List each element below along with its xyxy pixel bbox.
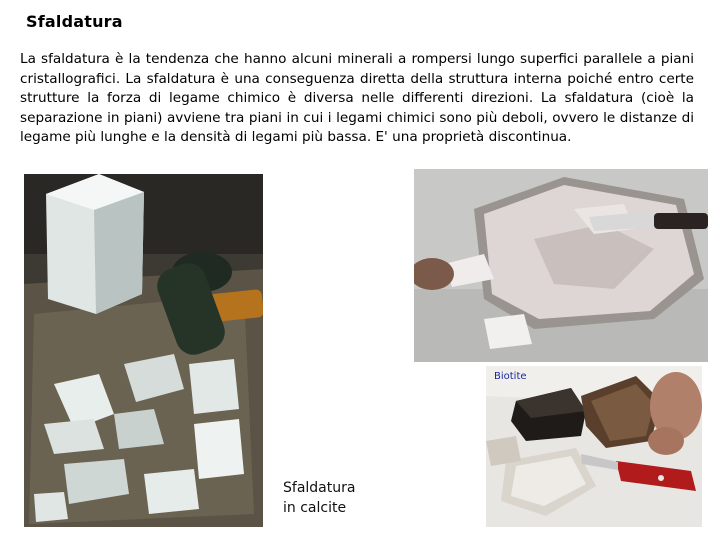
- calcite-caption-line-1: Sfaldatura: [283, 480, 356, 496]
- calcite-caption-line-2: in calcite: [283, 500, 347, 516]
- calcite-cleavage-photo: [24, 174, 263, 527]
- page-title: Sfaldatura: [26, 12, 123, 31]
- biotite-caption: Biotite: [494, 371, 527, 382]
- biotite-photo: [486, 366, 702, 527]
- body-paragraph: La sfaldatura è la tendenza che hanno alcuni minerali a rompersi lungo superfici parallele a piani cristallografici. La sfaldatura è una conseguenza diretta della struttura interna poiché entro certe strutture la forza di legame chimico è diversa nelle differenti direzioni. La sfaldatura (cioè la separazione in piani) avviene tra piani in cui i legami chimici sono più deboli, ovvero le distanze di legame più lunghe e la densità di legami più bassa. E' una proprietà discontinua.: [20, 51, 694, 146]
- cleaved-sheet-knife-photo: [414, 169, 708, 362]
- calcite-caption: [283, 478, 393, 518]
